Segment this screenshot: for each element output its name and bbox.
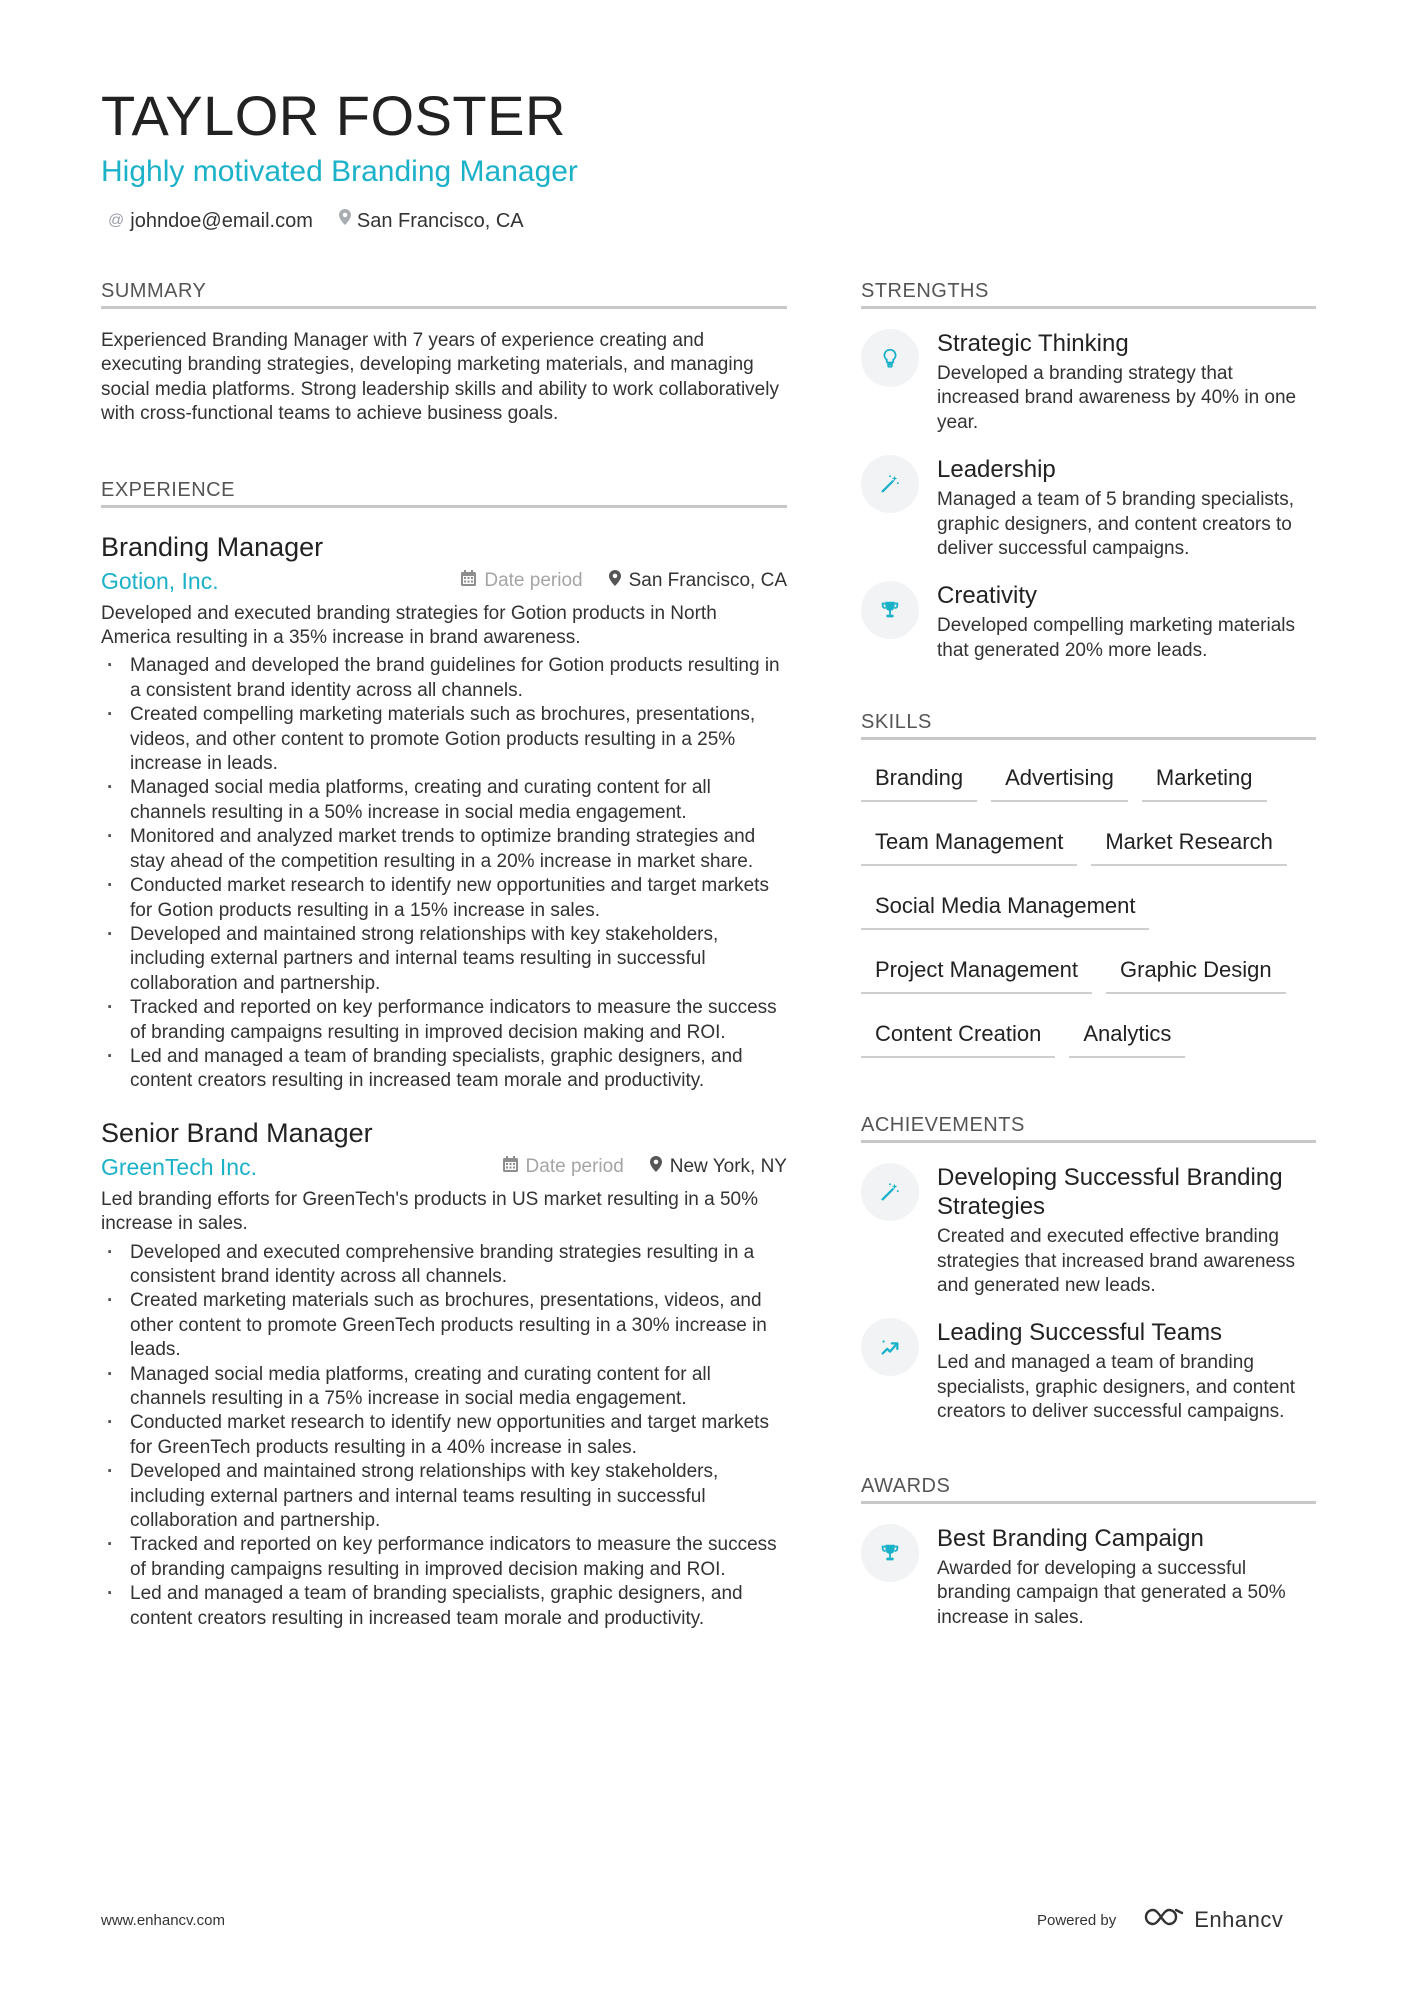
achievement-item (861, 1318, 1316, 1424)
calendar-icon (503, 1152, 518, 1182)
job-role: Branding Manager (101, 531, 324, 562)
bullet-item: · Managed and developed the brand guidelines for Gotion products resulting in a consistent brand identity across all channels. (101, 654, 787, 703)
location-text: San Francisco, CA (628, 569, 787, 591)
lightbulb-icon (861, 329, 919, 387)
date-text: Date period (525, 1155, 624, 1177)
candidate-name: TAYLOR FOSTER (101, 84, 566, 147)
bullet-item: · Developed and maintained strong relationships with key stakeholders, including external partners and internal teams resulting in successful collaboration and partnership. (101, 923, 787, 996)
achievement-title: Developing Successful Branding Strategies (937, 1164, 1283, 1221)
magic-wand-icon (861, 1163, 919, 1221)
job-date (503, 1152, 624, 1182)
experience-section (101, 477, 787, 1631)
bullet-item: · Monitored and analyzed market trends to optimize branding strategies and stay ahead of the competition resulting in a 20% increase in market share. (101, 825, 787, 874)
bullet-item: · Led and managed a team of branding specialists, graphic designers, and content creators resulting in increased team morale and productivity. (101, 1582, 787, 1631)
company-name: GreenTech Inc. (101, 1153, 257, 1180)
strength-text: Developed a branding strategy that increased brand awareness by 40% in one year. (937, 363, 1297, 433)
strength-text: Managed a team of 5 branding specialists, graphic designers, and content creators to deliver successful campaigns. (937, 489, 1294, 560)
job-entry (101, 530, 787, 1094)
right-column (861, 278, 1316, 1630)
strength-title: Strategic Thinking (937, 330, 1129, 357)
bullet-item: · Conducted market research to identify new opportunities and target markets for Gotion products resulting in a 15% increase in sales. (101, 874, 787, 923)
map-pin-icon (339, 206, 351, 236)
skill-tag: Team Management (861, 818, 1077, 866)
date-text: Date period (484, 569, 583, 591)
skill-tag: Advertising (991, 754, 1128, 802)
achievement-title: Leading Successful Teams (937, 1319, 1223, 1347)
section-heading-strengths: STRENGTHS (861, 278, 1316, 309)
job-location (609, 566, 787, 596)
trending-icon (861, 1318, 919, 1376)
job-entry (101, 1116, 787, 1631)
strength-title: Leadership (937, 456, 1056, 484)
job-meta-right (503, 1152, 787, 1182)
contact-location (339, 206, 524, 236)
job-role: Senior Brand Manager (101, 1117, 373, 1148)
strength-item (861, 329, 1316, 435)
summary-text: Experienced Branding Manager with 7 years of experience creating and executing branding strategies, developing marketing materials, and managing social media platforms. Strong leadership skills and ability to work collaboratively with cross-functional teams to achieve business goals. (101, 330, 779, 425)
map-pin-icon (609, 566, 621, 596)
strength-text: Developed compelling marketing materials that generated 20% more leads. (937, 615, 1296, 661)
award-item (861, 1524, 1316, 1630)
strengths-section (861, 278, 1316, 663)
job-date (461, 566, 582, 596)
footer-website-link[interactable]: www.enhancv.com (101, 1912, 225, 1929)
section-heading-summary: SUMMARY (101, 278, 787, 309)
bullet-item: · Developed and maintained strong relationships with key stakeholders, including external partners and internal teams resulting in successful collaboration and partnership. (101, 1460, 787, 1533)
bullet-item: · Tracked and reported on key performance indicators to measure the success of branding campaigns resulting in improved decision making and ROI. (101, 1533, 787, 1582)
magic-wand-icon (861, 455, 919, 513)
map-pin-icon (650, 1152, 662, 1182)
bullet-item: · Led and managed a team of branding specialists, graphic designers, and content creators resulting in increased team morale and productivity. (101, 1045, 787, 1094)
trophy-icon (861, 1524, 919, 1582)
at-icon: @ (108, 212, 125, 229)
email-text: johndoe@email.com (130, 210, 313, 232)
job-bullets (101, 654, 787, 1093)
job-location (650, 1152, 787, 1182)
strength-title: Creativity (937, 582, 1038, 610)
skill-tag: Analytics (1069, 1010, 1185, 1058)
achievement-item (861, 1163, 1316, 1298)
skill-tag: Market Research (1091, 818, 1287, 866)
skill-tag: Branding (861, 754, 977, 802)
section-heading-skills: SKILLS (861, 709, 1316, 740)
left-column (101, 278, 787, 1631)
infinity-logo-icon (1142, 1905, 1186, 1935)
strength-item (861, 455, 1316, 561)
job-meta (101, 1152, 787, 1182)
location-text: San Francisco, CA (356, 210, 524, 232)
job-description: Developed and executed branding strategies for Gotion products in North America resulting in a 35% increase in brand awareness. (101, 602, 717, 649)
bullet-item: · Managed social media platforms, creating and curating content for all channels resulting in a 75% increase in social media engagement. (101, 1363, 787, 1412)
candidate-title: Highly motivated Branding Manager (101, 155, 578, 188)
footer-branding (1037, 1905, 1283, 1935)
powered-by-label: Powered by (1037, 1911, 1117, 1929)
awards-section (861, 1473, 1316, 1630)
calendar-icon (461, 566, 476, 596)
skill-tag: Content Creation (861, 1010, 1055, 1058)
award-text: Awarded for developing a successful branding campaign that generated a 50% increase in sales. (937, 1557, 1286, 1628)
bullet-item: · Created marketing materials such as brochures, presentations, videos, and other content to promote GreenTech products resulting in a 30% increase in leads. (101, 1289, 787, 1362)
contact-email[interactable] (108, 206, 313, 236)
bullet-item: · Developed and executed comprehensive branding strategies resulting in a consistent brand identity across all channels. (101, 1241, 787, 1290)
job-meta-right (461, 566, 787, 596)
location-text: New York, NY (669, 1155, 787, 1177)
skills-section (861, 709, 1316, 1074)
skill-tag: Marketing (1142, 754, 1267, 802)
skill-tag: Social Media Management (861, 882, 1149, 930)
strength-item (861, 581, 1316, 663)
summary-section (101, 278, 787, 427)
trophy-icon (861, 581, 919, 639)
award-title: Best Branding Campaign (937, 1524, 1204, 1552)
section-heading-achievements: ACHIEVEMENTS (861, 1112, 1316, 1143)
section-heading-experience: EXPERIENCE (101, 477, 787, 508)
skill-tag: Project Management (861, 946, 1092, 994)
achievement-text: Created and executed effective branding strategies that increased brand awareness and generated new leads. (937, 1226, 1296, 1297)
achievement-text: Led and managed a team of branding specialists, graphic designers, and content creators to deliver successful campaigns. (937, 1352, 1296, 1423)
brand-name: Enhancv (1194, 1907, 1284, 1932)
section-heading-awards: AWARDS (861, 1473, 1316, 1504)
achievements-section (861, 1112, 1316, 1424)
company-name: Gotion, Inc. (101, 567, 219, 594)
contact-info (108, 206, 524, 236)
bullet-item: · Conducted market research to identify new opportunities and target markets for GreenTech products resulting in a 40% increase in sales. (101, 1411, 787, 1460)
job-meta (101, 566, 787, 596)
skill-tag: Graphic Design (1106, 946, 1286, 994)
bullet-item: · Managed social media platforms, creating and curating content for all channels resulting in a 50% increase in social media engagement. (101, 776, 787, 825)
bullet-item: · Created compelling marketing materials such as brochures, presentations, videos, and other content to promote Gotion products resulting in a 25% increase in leads. (101, 703, 787, 776)
job-bullets (101, 1241, 787, 1632)
job-description: Led branding efforts for GreenTech's products in US market resulting in a 50% increase in sales. (101, 1188, 759, 1235)
enhancv-logo[interactable] (1142, 1905, 1283, 1935)
skills-list (861, 754, 1316, 1074)
bullet-item: · Tracked and reported on key performance indicators to measure the success of branding campaigns resulting in improved decision making and ROI. (101, 996, 787, 1045)
